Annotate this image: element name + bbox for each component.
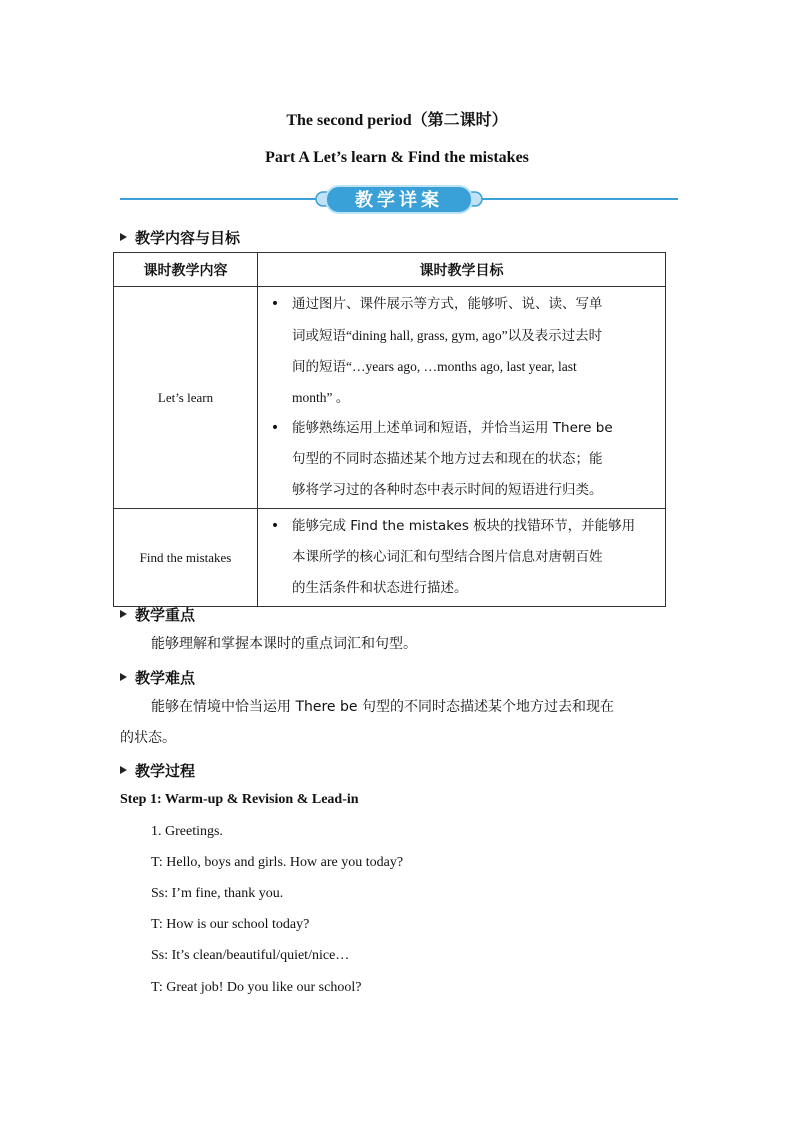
bullet-icon: • bbox=[270, 296, 280, 312]
section-heading-key-points bbox=[120, 604, 195, 625]
table-row bbox=[114, 509, 666, 607]
step-heading: Step 1: Warm-up & Revision & Lead-in bbox=[120, 792, 359, 807]
dialogue-line: T: Hello, boys and girls. How are you today? bbox=[151, 855, 404, 870]
goal-line: 本课所学的核心词汇和句型结合图片信息对唐朝百姓 bbox=[292, 549, 603, 565]
table-row bbox=[114, 287, 666, 509]
section-heading-content-goals bbox=[120, 227, 240, 248]
table-header-content: 课时教学内容 bbox=[114, 253, 258, 287]
goal-line: 够将学习过的各种时态中表示时间的短语进行归类。 bbox=[292, 482, 603, 498]
goal-line: 能够熟练运用上述单词和短语，并恰当运用 There be bbox=[292, 420, 613, 436]
table-header-goals: 课时教学目标 bbox=[258, 253, 666, 287]
goal-line: 间的短语“…years ago, …months ago, last year, last bbox=[292, 359, 577, 374]
table-cell-goals bbox=[258, 509, 666, 607]
goal-line: 词或短语“dining hall, grass, gym, ago”以及表示过去时 bbox=[292, 328, 603, 343]
key-points-text: 能够理解和掌握本课时的重点词汇和句型。 bbox=[151, 636, 417, 652]
section-heading-difficulties bbox=[120, 667, 195, 688]
goal-line: 句型的不同时态描述某个地方过去和现在的状态；能 bbox=[292, 451, 603, 467]
dialogue-line: 1. Greetings. bbox=[151, 824, 223, 839]
table-cell-goals bbox=[258, 287, 666, 509]
section-banner bbox=[120, 185, 678, 215]
objectives-table bbox=[113, 252, 666, 607]
section-heading-label: 教学重点 bbox=[135, 606, 196, 624]
bullet-icon: • bbox=[270, 420, 280, 436]
triangle-bullet-icon bbox=[120, 610, 127, 618]
dialogue-line: Ss: I’m fine, thank you. bbox=[151, 886, 284, 901]
dialogue-line: Ss: It’s clean/beautiful/quiet/nice… bbox=[151, 948, 350, 963]
difficulties-line: 能够在情境中恰当运用 There be 句型的不同时态描述某个地方过去和现在 bbox=[151, 699, 614, 715]
triangle-bullet-icon bbox=[120, 673, 127, 681]
dialogue-line: T: Great job! Do you like our school? bbox=[151, 980, 362, 995]
document-title: The second period（第二课时） bbox=[286, 112, 508, 129]
goal-bullet-item bbox=[258, 289, 659, 413]
document-subtitle: Part A Let’s learn & Find the mistakes bbox=[265, 149, 529, 166]
section-heading-label: 教学内容与目标 bbox=[135, 229, 241, 247]
table-header-row bbox=[114, 253, 666, 287]
section-heading-label: 教学难点 bbox=[135, 669, 196, 687]
goal-line: month” 。 bbox=[292, 390, 350, 405]
triangle-bullet-icon bbox=[120, 233, 127, 241]
goal-line: 能够完成 Find the mistakes 板块的找错环节，并能够用 bbox=[292, 518, 636, 534]
goal-bullet-item bbox=[258, 511, 659, 604]
bullet-icon: • bbox=[270, 518, 280, 534]
section-heading-process bbox=[120, 760, 195, 781]
goal-bullet-item bbox=[258, 413, 659, 506]
goal-line: 通过图片、课件展示等方式，能够听、说、读、写单 bbox=[292, 296, 603, 312]
banner-text: 教学详案 bbox=[355, 190, 443, 211]
table-cell-content: Find the mistakes bbox=[114, 509, 258, 607]
difficulties-line: 的状态。 bbox=[120, 730, 176, 746]
dialogue-line: T: How is our school today? bbox=[151, 917, 310, 932]
triangle-bullet-icon bbox=[120, 766, 127, 774]
goal-line: 的生活条件和状态进行描述。 bbox=[292, 580, 468, 596]
section-heading-label: 教学过程 bbox=[135, 762, 196, 780]
table-cell-content: Let’s learn bbox=[114, 287, 258, 509]
